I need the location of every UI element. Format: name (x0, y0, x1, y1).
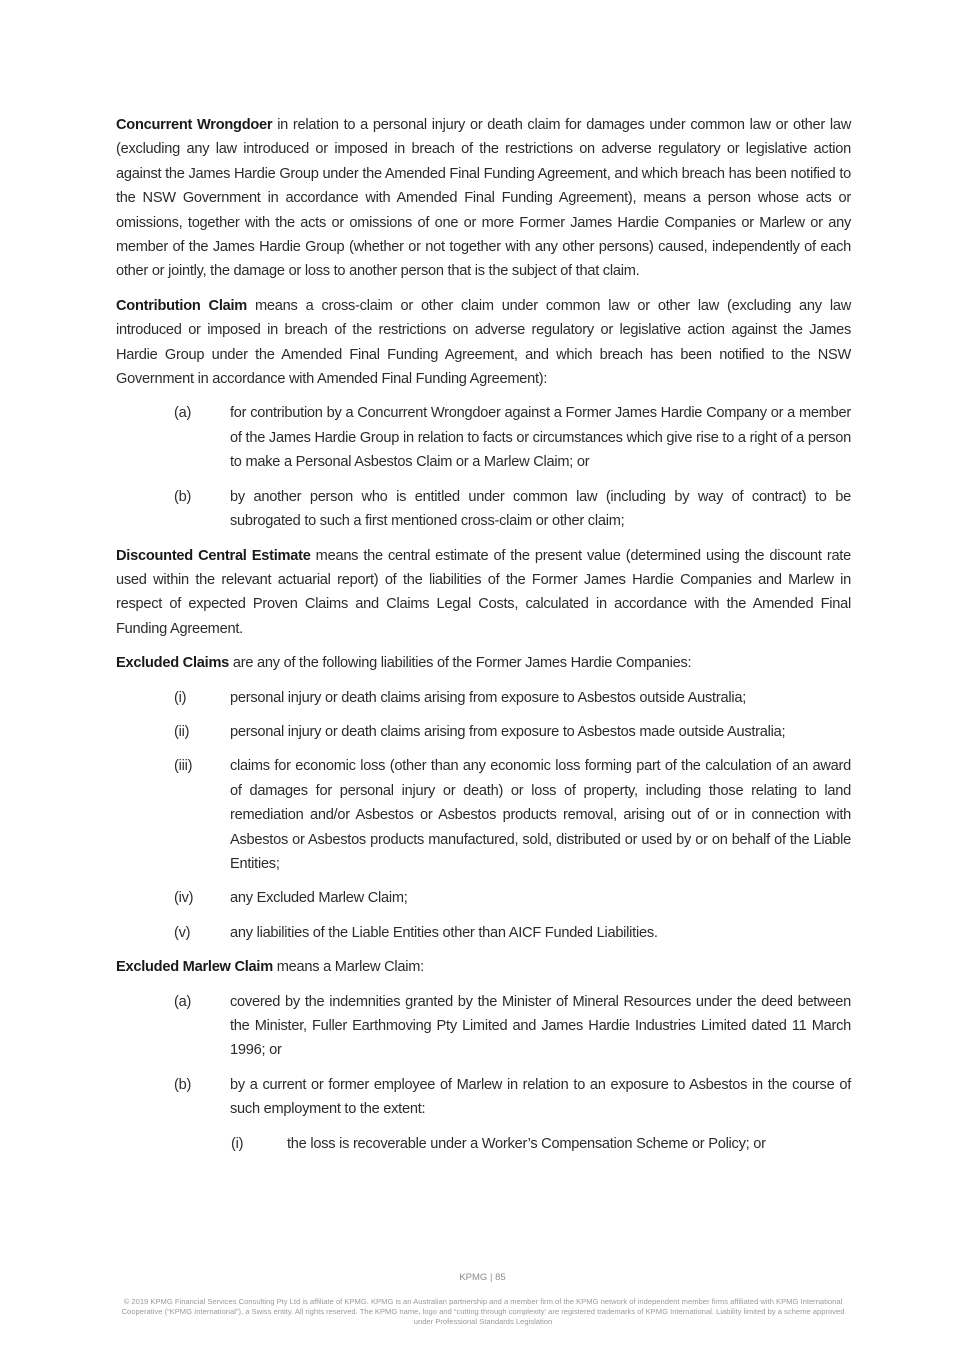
list-item-label: (a) (174, 405, 192, 422)
page-number: KPMG | 85 (459, 1272, 506, 1283)
definition-excluded-marlew-claim (116, 955, 851, 979)
list-item-text: any liabilities of the Liable Entities other than AICF Funded Liabilities. (230, 924, 658, 941)
list-item-text: personal injury or death claims arising from exposure to Asbestos made outside Australia; (230, 723, 786, 740)
excluded-marlew-claim-list (116, 990, 851, 1156)
legal-disclaimer: © 2019 KPMG Financial Services Consulting Pty Ltd is affiliate of KPMG. KPMG is an Australian partnership and a member firm of the KPMG network of independent member firms affiliated with KPMG International Cooperative (“KPMG International”), a Swiss entity. All rights reserved. The KPMG name, logo and “cutting through complexity’ are registered trademarks of KPMG International. Liability limited by a scheme approved under Professional Standards Legislation (121, 1297, 845, 1327)
list-item-text: personal injury or death claims arising from exposure to Asbestos outside Australia; (230, 689, 746, 706)
definition-body: means a Marlew Claim: (272, 959, 424, 976)
list-item-label: (iv) (174, 890, 194, 907)
list-item-text: for contribution by a Concurrent Wrongdoer against a Former James Hardie Company or a member of the James Hardie Group in relation to facts or circumstances which give rise to a right of a person to make a Personal Asbestos Claim or a Marlew Claim; or (230, 405, 851, 471)
defined-term: Discounted Central Estimate (116, 547, 311, 564)
defined-term: Excluded Marlew Claim (116, 959, 273, 976)
list-item-label: (b) (174, 488, 192, 505)
sub-list-item (116, 1132, 851, 1156)
contribution-claim-list (116, 401, 851, 533)
list-item-text: by another person who is entitled under common law (including by way of contract) to be subrogated to such a first mentioned cross-claim or other claim; (230, 488, 851, 530)
list-item (116, 921, 851, 945)
list-item-label: (v) (174, 924, 191, 941)
sub-list-item-label: (i) (231, 1135, 244, 1152)
list-item-label: (a) (174, 993, 192, 1010)
sub-list-item-text: the loss is recoverable under a Worker’s Compensation Scheme or Policy; or (287, 1135, 766, 1152)
definition-excluded-claims (116, 651, 851, 675)
list-item-text: claims for economic loss (other than any economic loss forming part of the calculation of an award of damages for personal injury or death) or loss of property, including those relating to land remediation and/or Asbestos or Asbestos products removal, arising out of or in connection with Asbestos or Asbestos products manufactured, sold, distributed or used by or on behalf of the Liable Entities; (230, 758, 851, 872)
list-item (116, 990, 851, 1063)
definition-discounted-central-estimate (116, 544, 851, 642)
definition-body: means a cross-claim or other claim under common law or other law (excluding any law introduced or imposed in breach of the restrictions on adverse regulatory or legislative action against the James Hardie Group under the Amended Final Funding Agreement, and which breach has been notified to the NSW Government in accordance with Amended Final Funding Agreement): (116, 297, 851, 388)
list-item (116, 754, 851, 876)
defined-term: Concurrent Wrongdoer (116, 117, 273, 133)
definition-concurrent-wrongdoer (116, 113, 851, 284)
list-item-label: (b) (174, 1076, 192, 1093)
definition-contribution-claim (116, 294, 851, 392)
list-item-label: (iii) (174, 758, 193, 775)
list-item-text: any Excluded Marlew Claim; (230, 890, 408, 907)
list-item (116, 485, 851, 534)
list-item-label: (i) (174, 689, 187, 706)
defined-term: Excluded Claims (116, 655, 230, 672)
definition-body: means the central estimate of the present value (determined using the discount rate used within the relevant actuarial report) of the liabilities of the Former James Hardie Companies and Marlew in respect of expected Proven Claims and Claims Legal Costs, calculated in accordance with the Amended Final Funding Agreement. (116, 547, 851, 637)
document-page (116, 113, 851, 1166)
list-item (116, 1073, 851, 1122)
definition-body: in relation to a personal injury or death claim for damages under common law or other law (excluding any law introduced or imposed in breach of the restrictions on adverse regulatory or legislative action against the James Hardie Group under the Amended Final Funding Agreement, and which breach has been notified to the NSW Government in accordance with Amended Final Funding Agreement), means a person whose acts or omissions, together with the acts or omissions of one or more Former James Hardie Companies or Marlew or any member of the James Hardie Group (whether or not together with any other persons) caused, independently of each other or jointly, the damage or loss to another person that is the subject of that claim. (116, 117, 852, 280)
defined-term: Contribution Claim (116, 297, 248, 314)
list-item-text: covered by the indemnities granted by the Minister of Mineral Resources under the deed between the Minister, Fuller Earthmoving Pty Limited and James Hardie Industries Limited dated 11 March 1996; or (230, 993, 851, 1059)
excluded-claims-list (116, 686, 851, 946)
list-item (116, 401, 851, 474)
list-item-label: (ii) (174, 723, 190, 740)
list-item (116, 720, 851, 744)
definition-body: are any of the following liabilities of the Former James Hardie Companies: (229, 655, 692, 672)
list-item (116, 686, 851, 710)
list-item (116, 886, 851, 910)
list-item-text: by a current or former employee of Marlew in relation to an exposure to Asbestos in the course of such employment to the extent: (230, 1076, 851, 1118)
